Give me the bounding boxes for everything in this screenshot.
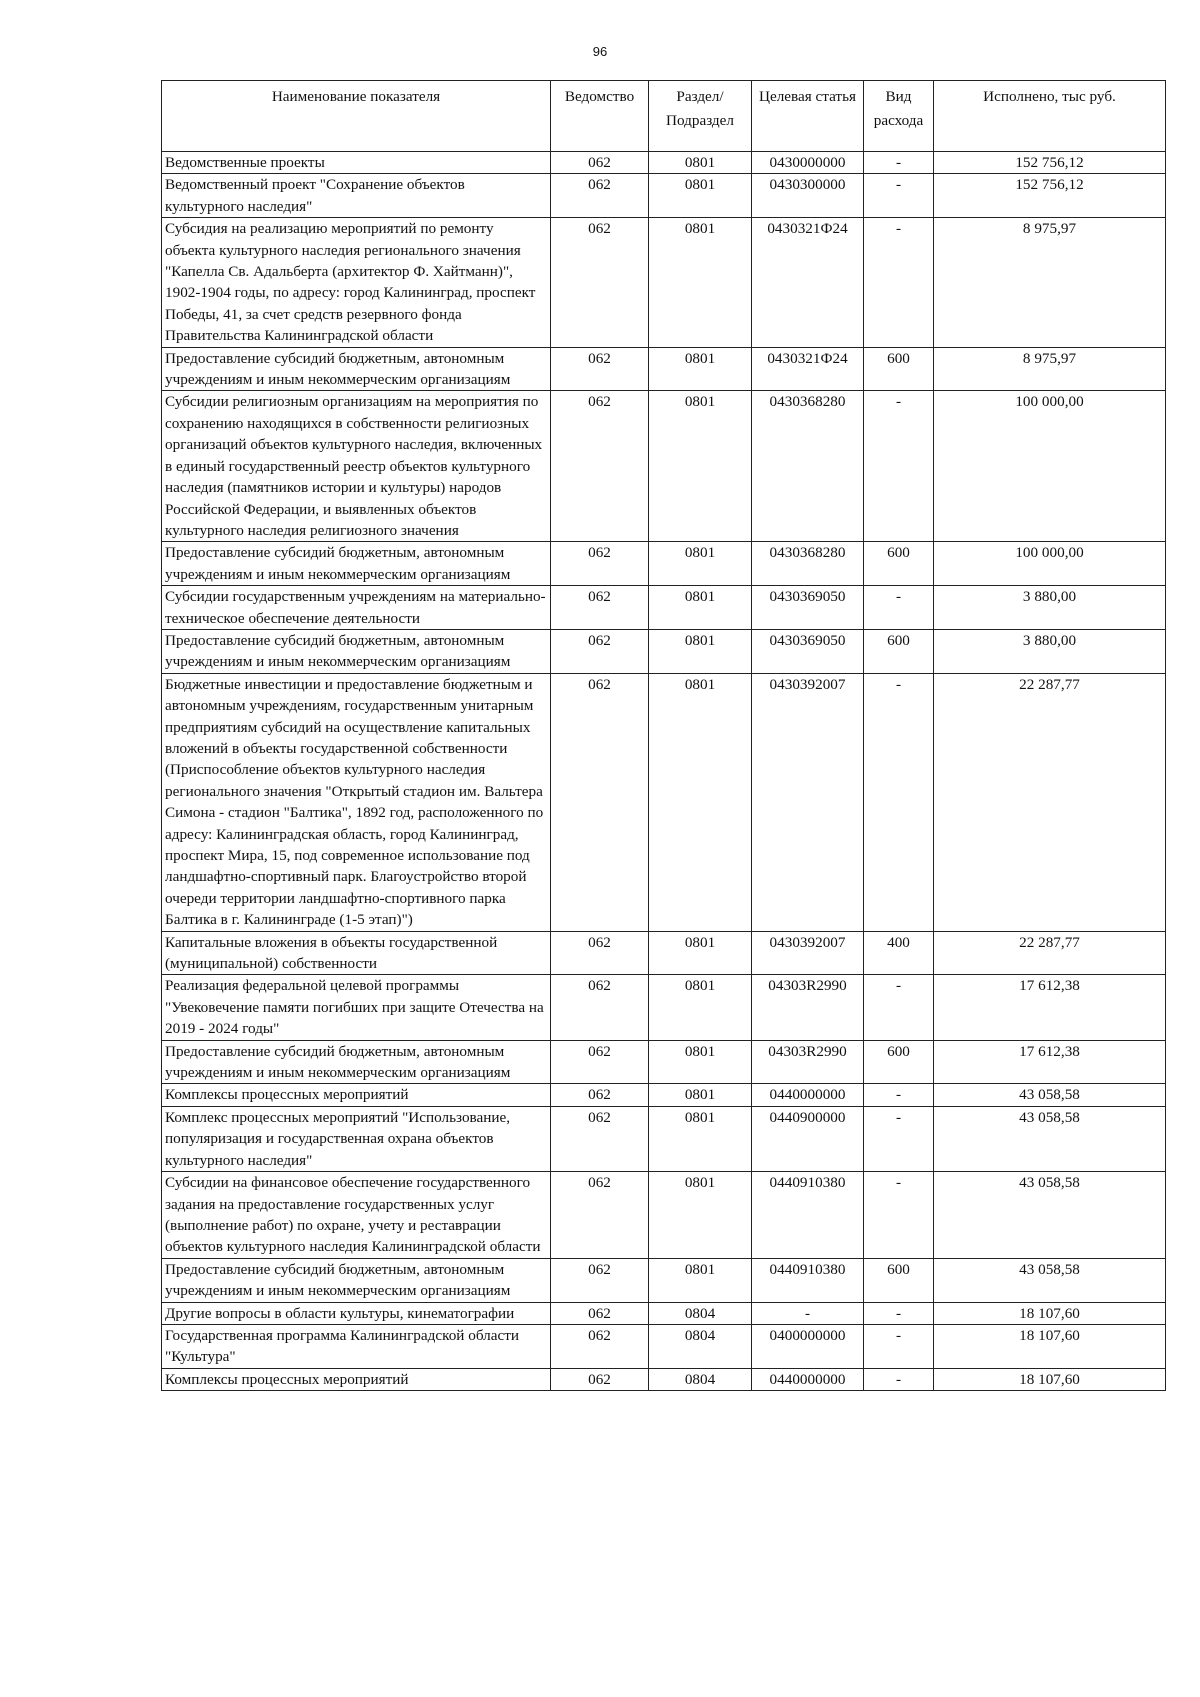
row-type: - (864, 218, 934, 347)
row-dept: 062 (551, 347, 649, 391)
row-target: 0430369050 (752, 586, 864, 630)
row-target: 0440000000 (752, 1368, 864, 1390)
row-section: 0801 (649, 586, 752, 630)
row-name: Бюджетные инвестиции и предоставление бюджетным и автономным учреждениям, государственным унитарным предприятиям субсидий на осуществление капитальных вложений в объекты государственной собственности (Приспособление объектов культурного наследия регионального значения "Открытый стадион им. Вальтера Симона - стадион "Балтика", 1892 год, расположенного по адресу: Калининградская область, город Калининград, проспект Мира, 15, под современное использование под ландшафтно-спортивный парк. Благоустройство второй очереди территории ландшафтно-спортивного парка Балтика в г. Калининграде (1-5 этап)") (162, 673, 551, 931)
row-dept: 062 (551, 629, 649, 673)
row-target: 0440910380 (752, 1258, 864, 1302)
header-amount: Исполнено, тыс руб. (934, 81, 1166, 152)
row-dept: 062 (551, 218, 649, 347)
table-row (162, 586, 1166, 630)
row-type: - (864, 1084, 934, 1106)
row-target: 0440910380 (752, 1172, 864, 1259)
row-name: Предоставление субсидий бюджетным, автономным учреждениям и иным некоммерческим организациям (162, 347, 551, 391)
row-amount: 43 058,58 (934, 1258, 1166, 1302)
row-target: - (752, 1302, 864, 1324)
row-amount: 17 612,38 (934, 1040, 1166, 1084)
table-row (162, 1324, 1166, 1368)
row-section: 0804 (649, 1368, 752, 1390)
row-type: 600 (864, 347, 934, 391)
row-name: Ведомственный проект "Сохранение объектов культурного наследия" (162, 174, 551, 218)
row-section: 0801 (649, 1172, 752, 1259)
row-section: 0804 (649, 1324, 752, 1368)
row-amount: 8 975,97 (934, 347, 1166, 391)
row-name: Другие вопросы в области культуры, кинематографии (162, 1302, 551, 1324)
row-section: 0801 (649, 1084, 752, 1106)
row-type: - (864, 152, 934, 174)
row-name: Субсидии религиозным организациям на мероприятия по сохранению находящихся в собственности религиозных организаций объектов культурного наследия, включенных в единый государственный реестр объектов культурного наследия (памятников истории и культуры) народов Российской Федерации, и выявленных объектов культурного наследия религиозного значения (162, 391, 551, 542)
row-target: 0440000000 (752, 1084, 864, 1106)
table-row (162, 542, 1166, 586)
row-section: 0801 (649, 218, 752, 347)
row-target: 0430392007 (752, 673, 864, 931)
row-target: 04303R2990 (752, 1040, 864, 1084)
row-type: 600 (864, 1040, 934, 1084)
row-section: 0804 (649, 1302, 752, 1324)
row-name: Предоставление субсидий бюджетным, автономным учреждениям и иным некоммерческим организациям (162, 542, 551, 586)
budget-table (161, 80, 1166, 1391)
row-type: 400 (864, 931, 934, 975)
row-target: 0430321Ф24 (752, 218, 864, 347)
row-dept: 062 (551, 1324, 649, 1368)
row-dept: 062 (551, 586, 649, 630)
row-amount: 3 880,00 (934, 629, 1166, 673)
row-section: 0801 (649, 629, 752, 673)
row-dept: 062 (551, 1258, 649, 1302)
row-dept: 062 (551, 975, 649, 1040)
row-section: 0801 (649, 152, 752, 174)
row-dept: 062 (551, 1302, 649, 1324)
row-target: 0430321Ф24 (752, 347, 864, 391)
row-type: - (864, 1172, 934, 1259)
row-amount: 3 880,00 (934, 586, 1166, 630)
row-dept: 062 (551, 1040, 649, 1084)
row-type: - (864, 174, 934, 218)
row-amount: 18 107,60 (934, 1368, 1166, 1390)
row-name: Субсидии на финансовое обеспечение государственного задания на предоставление государственных услуг (выполнение работ) по охране, учету и реставрации объектов культурного наследия Калининградской области (162, 1172, 551, 1259)
row-name: Предоставление субсидий бюджетным, автономным учреждениям и иным некоммерческим организациям (162, 629, 551, 673)
row-name: Ведомственные проекты (162, 152, 551, 174)
row-dept: 062 (551, 1084, 649, 1106)
row-type: - (864, 391, 934, 542)
row-dept: 062 (551, 1172, 649, 1259)
row-amount: 100 000,00 (934, 542, 1166, 586)
row-type: - (864, 1324, 934, 1368)
table-row (162, 391, 1166, 542)
table-row (162, 931, 1166, 975)
row-section: 0801 (649, 673, 752, 931)
table-row (162, 1368, 1166, 1390)
row-dept: 062 (551, 673, 649, 931)
row-type: - (864, 1368, 934, 1390)
row-section: 0801 (649, 975, 752, 1040)
row-section: 0801 (649, 391, 752, 542)
table-row (162, 1172, 1166, 1259)
row-amount: 100 000,00 (934, 391, 1166, 542)
row-type: - (864, 673, 934, 931)
table-row (162, 1302, 1166, 1324)
row-dept: 062 (551, 391, 649, 542)
row-name: Субсидия на реализацию мероприятий по ремонту объекта культурного наследия регионального значения "Капелла Св. Адальберта (архитектор Ф. Хайтманн)", 1902-1904 годы, по адресу: город Калининград, проспект Победы, 41, за счет средств резервного фонда Правительства Калининградской области (162, 218, 551, 347)
table-row (162, 1258, 1166, 1302)
row-amount: 43 058,58 (934, 1172, 1166, 1259)
table-row (162, 673, 1166, 931)
row-target: 0440900000 (752, 1106, 864, 1171)
row-amount: 43 058,58 (934, 1106, 1166, 1171)
header-name: Наименование показателя (162, 81, 551, 152)
table-header-row (162, 81, 1166, 152)
row-section: 0801 (649, 1258, 752, 1302)
row-amount: 22 287,77 (934, 931, 1166, 975)
row-type: - (864, 975, 934, 1040)
table-row (162, 1040, 1166, 1084)
table-row (162, 629, 1166, 673)
row-section: 0801 (649, 174, 752, 218)
row-type: - (864, 586, 934, 630)
row-amount: 43 058,58 (934, 1084, 1166, 1106)
row-target: 0430368280 (752, 391, 864, 542)
row-type: - (864, 1106, 934, 1171)
row-section: 0801 (649, 1040, 752, 1084)
table-row (162, 218, 1166, 347)
row-dept: 062 (551, 174, 649, 218)
row-target: 0430392007 (752, 931, 864, 975)
row-section: 0801 (649, 542, 752, 586)
row-dept: 062 (551, 1106, 649, 1171)
row-name: Предоставление субсидий бюджетным, автономным учреждениям и иным некоммерческим организациям (162, 1040, 551, 1084)
row-target: 0430000000 (752, 152, 864, 174)
row-name: Комплексы процессных мероприятий (162, 1084, 551, 1106)
table-row (162, 1084, 1166, 1106)
row-dept: 062 (551, 1368, 649, 1390)
table-row (162, 347, 1166, 391)
row-dept: 062 (551, 931, 649, 975)
row-type: - (864, 1302, 934, 1324)
row-amount: 8 975,97 (934, 218, 1166, 347)
table-row (162, 975, 1166, 1040)
row-section: 0801 (649, 347, 752, 391)
row-amount: 152 756,12 (934, 152, 1166, 174)
header-target: Целевая статья (752, 81, 864, 152)
row-name: Комплекс процессных мероприятий "Использование, популяризация и государственная охрана объектов культурного наследия" (162, 1106, 551, 1171)
row-target: 04303R2990 (752, 975, 864, 1040)
row-name: Комплексы процессных мероприятий (162, 1368, 551, 1390)
row-dept: 062 (551, 542, 649, 586)
row-type: 600 (864, 542, 934, 586)
row-target: 0430368280 (752, 542, 864, 586)
table-row (162, 174, 1166, 218)
table-row (162, 1106, 1166, 1171)
row-dept: 062 (551, 152, 649, 174)
header-dept: Ведомство (551, 81, 649, 152)
table-row (162, 152, 1166, 174)
row-amount: 22 287,77 (934, 673, 1166, 931)
row-name: Капитальные вложения в объекты государственной (муниципальной) собственности (162, 931, 551, 975)
row-target: 0430300000 (752, 174, 864, 218)
page-number: 96 (592, 44, 608, 59)
row-amount: 18 107,60 (934, 1324, 1166, 1368)
row-target: 0400000000 (752, 1324, 864, 1368)
row-name: Субсидии государственным учреждениям на материально-техническое обеспечение деятельности (162, 586, 551, 630)
row-section: 0801 (649, 931, 752, 975)
row-section: 0801 (649, 1106, 752, 1171)
row-type: 600 (864, 629, 934, 673)
row-amount: 18 107,60 (934, 1302, 1166, 1324)
row-type: 600 (864, 1258, 934, 1302)
row-name: Реализация федеральной целевой программы "Увековечение памяти погибших при защите Отечества на 2019 - 2024 годы" (162, 975, 551, 1040)
row-target: 0430369050 (752, 629, 864, 673)
row-amount: 17 612,38 (934, 975, 1166, 1040)
header-section: Раздел/ Подраздел (649, 81, 752, 152)
header-exp-type: Вид расхода (864, 81, 934, 152)
row-amount: 152 756,12 (934, 174, 1166, 218)
row-name: Государственная программа Калининградской области "Культура" (162, 1324, 551, 1368)
row-name: Предоставление субсидий бюджетным, автономным учреждениям и иным некоммерческим организациям (162, 1258, 551, 1302)
